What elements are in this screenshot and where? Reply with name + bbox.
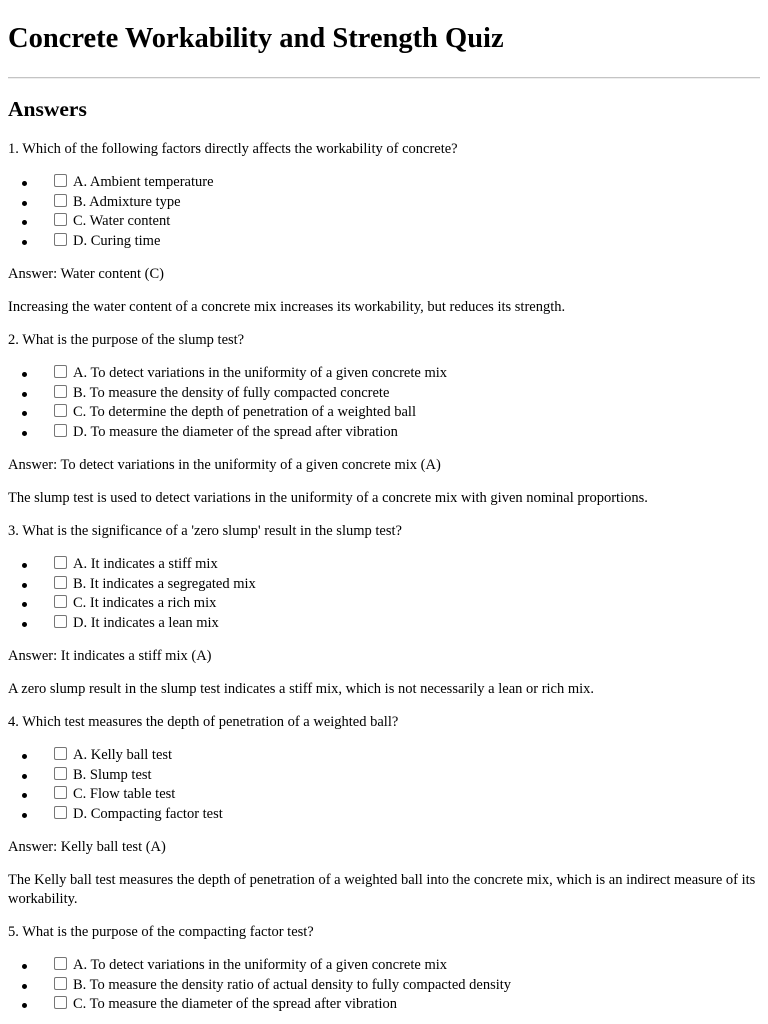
option-label: C. Water content (73, 213, 171, 229)
options-list (8, 173, 760, 251)
options-list (8, 555, 760, 633)
option-label: C. Flow table test (73, 786, 176, 802)
question-text: 1. Which of the following factors directly affects the workability of concrete? (8, 141, 458, 157)
question-block (8, 140, 760, 317)
option-label: B. Admixture type (73, 193, 181, 210)
explanation-text: The Kelly ball test measures the depth of penetration of a weighted ball into the concrete mix, which is an indirect measure of its workability. (8, 872, 756, 907)
option-label: C. To determine the depth of penetration of a weighted ball (73, 404, 416, 420)
option-label: A. Ambient temperature (73, 174, 214, 190)
option-item (40, 995, 760, 1015)
options-list (8, 746, 760, 824)
option-checkbox[interactable] (54, 365, 67, 378)
option-label: A. To detect variations in the uniformity of a given concrete mix (73, 957, 447, 973)
option-checkbox[interactable] (54, 404, 67, 417)
option-label: A. Kelly ball test (73, 747, 173, 763)
option-checkbox[interactable] (54, 786, 67, 799)
option-checkbox[interactable] (54, 977, 67, 990)
option-checkbox[interactable] (54, 424, 67, 437)
option-label: D. Curing time (73, 232, 161, 249)
option-item (40, 403, 760, 423)
option-checkbox[interactable] (54, 996, 67, 1009)
option-item (40, 384, 760, 404)
option-checkbox[interactable] (54, 747, 67, 760)
option-checkbox[interactable] (54, 595, 67, 608)
option-item (40, 956, 760, 976)
option-checkbox[interactable] (54, 806, 67, 819)
option-item (40, 594, 760, 614)
option-label: B. To measure the density of fully compacted concrete (73, 384, 390, 401)
option-checkbox[interactable] (54, 194, 67, 207)
page-title: Concrete Workability and Strength Quiz (8, 23, 504, 54)
question-block (8, 331, 760, 508)
options-list (8, 956, 760, 1015)
section-heading: Answers (8, 97, 87, 121)
option-checkbox[interactable] (54, 615, 67, 628)
option-item (40, 785, 760, 805)
option-label: B. It indicates a segregated mix (73, 575, 256, 592)
option-item (40, 746, 760, 766)
option-label: B. Slump test (73, 766, 152, 783)
option-item (40, 805, 760, 825)
option-checkbox[interactable] (54, 213, 67, 226)
divider (8, 77, 760, 79)
option-checkbox[interactable] (54, 174, 67, 187)
option-item (40, 614, 760, 634)
option-checkbox[interactable] (54, 767, 67, 780)
option-checkbox[interactable] (54, 576, 67, 589)
explanation-text: Increasing the water content of a concrete mix increases its workability, but reduces its strength. (8, 299, 566, 315)
option-label: D. Compacting factor test (73, 805, 223, 822)
option-item (40, 212, 760, 232)
option-item (40, 976, 760, 996)
option-item (40, 232, 760, 252)
explanation-text: A zero slump result in the slump test indicates a stiff mix, which is not necessarily a lean or rich mix. (8, 681, 595, 697)
option-label: A. It indicates a stiff mix (73, 556, 218, 572)
option-item (40, 364, 760, 384)
question-text: 5. What is the purpose of the compacting factor test? (8, 924, 314, 940)
option-checkbox[interactable] (54, 385, 67, 398)
option-label: C. It indicates a rich mix (73, 595, 217, 611)
option-label: B. To measure the density ratio of actual density to fully compacted density (73, 976, 512, 993)
options-list (8, 364, 760, 442)
answer-text: Answer: It indicates a stiff mix (A) (8, 648, 212, 664)
option-item (40, 766, 760, 786)
option-item (40, 555, 760, 575)
option-item (40, 423, 760, 443)
option-checkbox[interactable] (54, 233, 67, 246)
question-block (8, 522, 760, 699)
option-item (40, 193, 760, 213)
option-item (40, 173, 760, 193)
option-label: A. To detect variations in the uniformity of a given concrete mix (73, 365, 447, 381)
explanation-text: The slump test is used to detect variations in the uniformity of a concrete mix with given nominal proportions. (8, 490, 648, 506)
option-label: C. To measure the diameter of the spread after vibration (73, 996, 398, 1012)
option-item (40, 575, 760, 595)
question-block (8, 713, 760, 909)
question-text: 4. Which test measures the depth of penetration of a weighted ball? (8, 714, 399, 730)
question-text: 3. What is the significance of a 'zero slump' result in the slump test? (8, 523, 402, 539)
option-checkbox[interactable] (54, 556, 67, 569)
option-checkbox[interactable] (54, 957, 67, 970)
option-label: D. To measure the diameter of the spread after vibration (73, 423, 398, 440)
quiz-list (8, 140, 760, 1015)
answer-text: Answer: Water content (C) (8, 266, 165, 282)
question-text: 2. What is the purpose of the slump test? (8, 332, 245, 348)
answer-text: Answer: To detect variations in the uniformity of a given concrete mix (A) (8, 457, 441, 473)
answer-text: Answer: Kelly ball test (A) (8, 839, 166, 855)
question-block (8, 923, 760, 1015)
option-label: D. It indicates a lean mix (73, 614, 219, 631)
